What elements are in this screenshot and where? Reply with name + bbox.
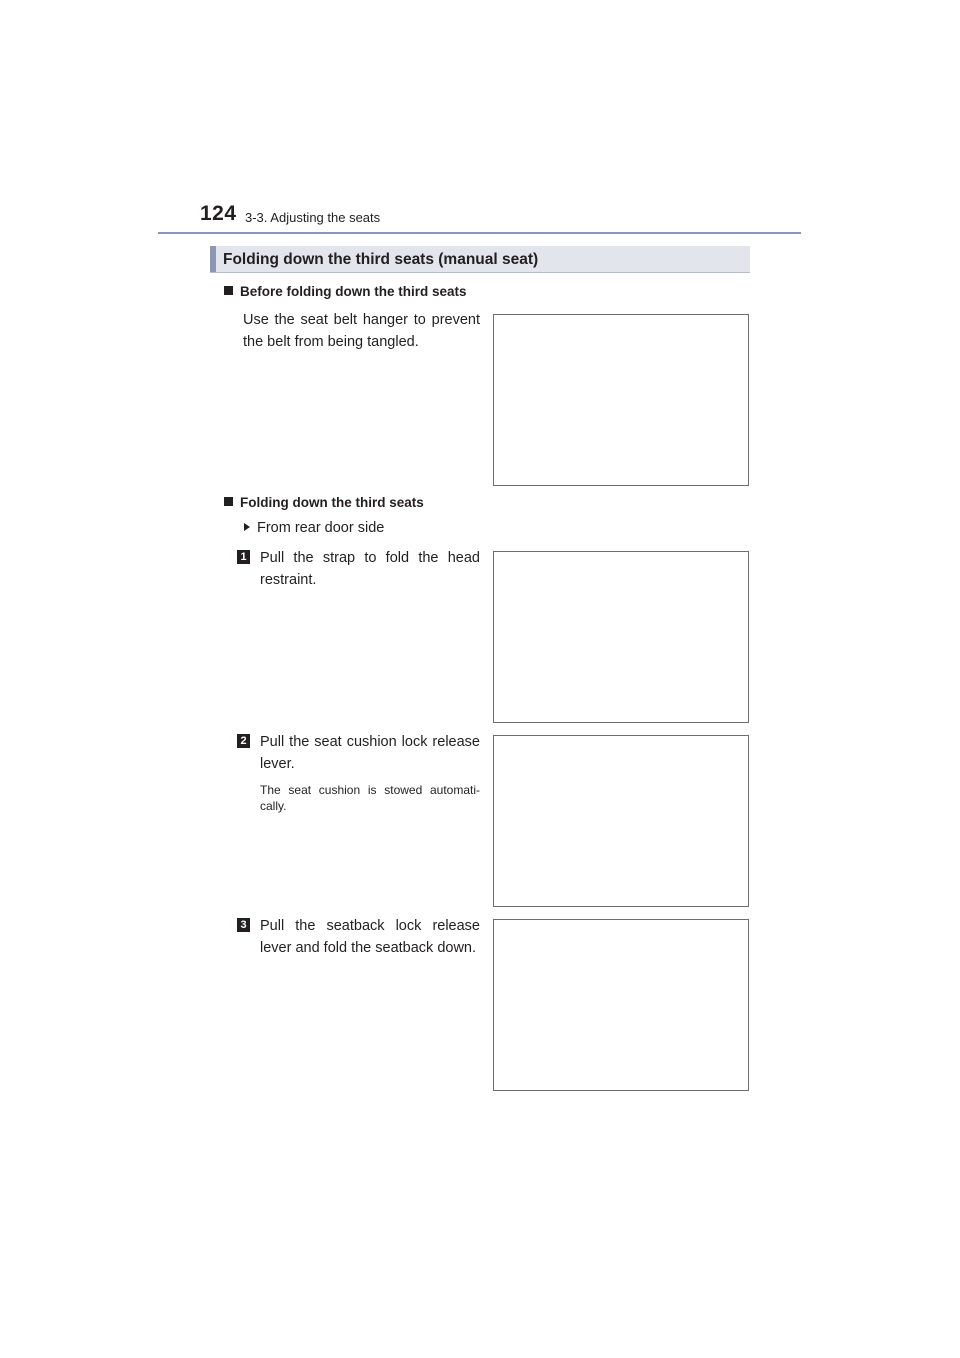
- text-line: Use the seat belt hanger to prevent: [243, 312, 480, 328]
- header-rule: [158, 232, 801, 234]
- step-2-text: [260, 731, 480, 775]
- step-3-badge: 3: [237, 918, 250, 932]
- sub-bullet-label: From rear door side: [257, 520, 385, 536]
- figure-seat-cushion-lever: [493, 735, 749, 907]
- triangle-bullet-icon: [244, 523, 250, 531]
- text-line: the belt from being tangled.: [243, 334, 419, 350]
- note-line: cally.: [260, 799, 287, 813]
- section-header-accent: [210, 246, 216, 272]
- text-line: Pull the strap to fold the head: [260, 550, 480, 566]
- text-line: Pull the seat cushion lock release: [260, 734, 480, 750]
- section-header-bar: [210, 246, 750, 273]
- step-3-text: [260, 915, 480, 959]
- text-line: lever and fold the seatback down.: [260, 940, 477, 956]
- page-number: 124: [200, 202, 237, 225]
- subheading-before-folding: [224, 284, 467, 299]
- text-line: restraint.: [260, 572, 317, 588]
- sub-bullet-rear-door-side: [244, 520, 384, 536]
- square-bullet-icon: [224, 286, 233, 295]
- section-title: Folding down the third seats (manual seat): [223, 251, 539, 268]
- chapter-label: 3-3. Adjusting the seats: [245, 210, 381, 225]
- text-line: lever.: [260, 756, 295, 772]
- step-1-text: [260, 547, 480, 591]
- subheading-folding-down-label: Folding down the third seats: [240, 495, 424, 510]
- figure-seat-belt-hanger: [493, 314, 749, 486]
- subheading-before-folding-label: Before folding down the third seats: [240, 284, 467, 299]
- subheading-folding-down: [224, 495, 424, 510]
- figure-head-restraint-strap: [493, 551, 749, 723]
- square-bullet-icon: [224, 497, 233, 506]
- step-2-note: [260, 782, 480, 814]
- text-line: Pull the seatback lock release: [260, 918, 480, 934]
- note-line: The seat cushion is stowed automati-: [260, 783, 480, 797]
- step-1-badge: 1: [237, 550, 250, 564]
- step-2-badge: 2: [237, 734, 250, 748]
- figure-seatback-lever: [493, 919, 749, 1091]
- before-folding-text: [243, 309, 480, 353]
